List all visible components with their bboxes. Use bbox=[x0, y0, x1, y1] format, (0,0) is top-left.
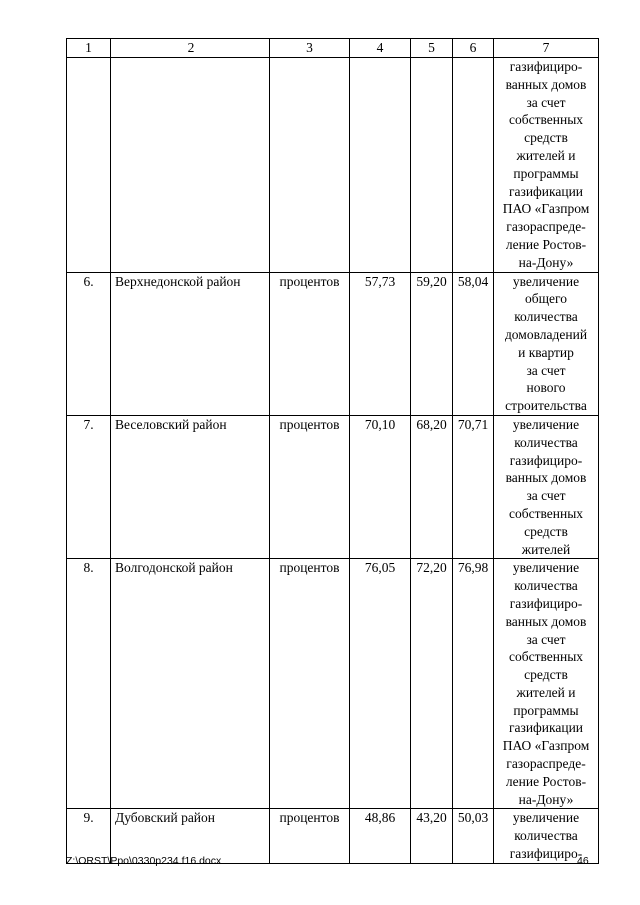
unit-cell: процентов bbox=[270, 415, 350, 558]
district-name: Верхнедонской район bbox=[111, 272, 270, 415]
empty-cell bbox=[270, 58, 350, 273]
note-line: увеличение bbox=[512, 560, 580, 576]
note-cell bbox=[494, 559, 599, 809]
row-number: 8. bbox=[67, 559, 111, 809]
note-cell bbox=[494, 272, 599, 415]
note-line: ление Ростов- bbox=[505, 773, 587, 789]
header-cell: 7 bbox=[494, 39, 599, 58]
note-line: за счет bbox=[526, 488, 566, 504]
note-line: общего bbox=[525, 291, 567, 307]
note-line: количества bbox=[514, 434, 578, 450]
empty-cell bbox=[411, 58, 453, 273]
note-line: ванных домов bbox=[505, 613, 587, 629]
value-cell: 43,20 bbox=[411, 809, 453, 863]
note-line: средств bbox=[524, 523, 568, 539]
header-cell: 6 bbox=[453, 39, 494, 58]
note-line: собственных bbox=[508, 112, 584, 128]
note-line: жителей и bbox=[516, 684, 576, 700]
note-line: ванных домов bbox=[505, 76, 587, 92]
value-cell: 68,20 bbox=[411, 415, 453, 558]
note-line: за счет bbox=[526, 631, 566, 647]
value-cell: 50,03 bbox=[453, 809, 494, 863]
value-cell: 72,20 bbox=[411, 559, 453, 809]
value-cell: 70,10 bbox=[350, 415, 411, 558]
note-line: жителей bbox=[521, 541, 571, 557]
note-line: газифициро- bbox=[509, 452, 583, 468]
page-number: 46 bbox=[577, 855, 589, 867]
header-cell: 3 bbox=[270, 39, 350, 58]
header-row bbox=[67, 39, 599, 58]
note-line: газификации bbox=[508, 183, 584, 199]
note-line: жителей и bbox=[516, 147, 576, 163]
row-number: 6. bbox=[67, 272, 111, 415]
table-row bbox=[67, 559, 599, 809]
note-line: ПАО «Газпром bbox=[502, 201, 590, 217]
district-name: Веселовский район bbox=[111, 415, 270, 558]
note-line: ление Ростов- bbox=[505, 236, 587, 252]
note-line: увеличение bbox=[512, 416, 580, 432]
note-line: нового bbox=[526, 380, 566, 396]
district-name: Дубовский район bbox=[111, 809, 270, 863]
value-cell: 76,05 bbox=[350, 559, 411, 809]
value-cell: 58,04 bbox=[453, 272, 494, 415]
continuation-row bbox=[67, 58, 599, 273]
note-line: газораспреде- bbox=[506, 219, 586, 235]
note-line: увеличение bbox=[512, 810, 580, 826]
note-line: увеличение bbox=[512, 273, 580, 289]
note-line: строительства bbox=[505, 398, 587, 414]
header-cell: 1 bbox=[67, 39, 111, 58]
district-name: Волгодонской район bbox=[111, 559, 270, 809]
unit-cell: процентов bbox=[270, 809, 350, 863]
note-line: количества bbox=[514, 578, 578, 594]
header-cell: 5 bbox=[411, 39, 453, 58]
note-line: средств bbox=[524, 130, 568, 146]
table-row bbox=[67, 272, 599, 415]
note-line: на-Дону» bbox=[518, 254, 574, 270]
unit-cell: процентов bbox=[270, 559, 350, 809]
header-cell: 2 bbox=[111, 39, 270, 58]
row-number: 7. bbox=[67, 415, 111, 558]
note-line: газифициро- bbox=[509, 59, 583, 74]
note-line: собственных bbox=[508, 505, 584, 521]
note-cell bbox=[494, 415, 599, 558]
empty-cell bbox=[453, 58, 494, 273]
note-line: за счет bbox=[526, 362, 566, 378]
footer-file-path: Z:\ORST\Ppo\0330p234.f16.docx bbox=[66, 855, 222, 867]
unit-cell: процентов bbox=[270, 272, 350, 415]
value-cell: 70,71 bbox=[453, 415, 494, 558]
table-row bbox=[67, 415, 599, 558]
note-line: средств bbox=[524, 667, 568, 683]
row-number: 9. bbox=[67, 809, 111, 863]
note-line: газораспреде- bbox=[506, 756, 586, 772]
value-cell: 76,98 bbox=[453, 559, 494, 809]
header-cell: 4 bbox=[350, 39, 411, 58]
note-line: газифициро- bbox=[509, 595, 583, 611]
note-line: газифициро- bbox=[509, 846, 583, 862]
note-line: количества bbox=[514, 309, 578, 325]
note-line: и квартир bbox=[518, 344, 574, 360]
note-line: газификации bbox=[508, 720, 584, 736]
note-line: ванных домов bbox=[505, 470, 587, 486]
note-line: собственных bbox=[508, 649, 584, 665]
note-line: программы bbox=[513, 165, 579, 181]
value-cell: 59,20 bbox=[411, 272, 453, 415]
empty-cell bbox=[350, 58, 411, 273]
note-cell bbox=[494, 58, 599, 273]
empty-cell bbox=[67, 58, 111, 273]
data-table bbox=[66, 38, 599, 864]
note-line: на-Дону» bbox=[518, 791, 574, 807]
note-line: количества bbox=[514, 828, 578, 844]
note-line: ПАО «Газпром bbox=[502, 738, 590, 754]
note-line: за счет bbox=[526, 94, 566, 110]
note-line: программы bbox=[513, 702, 579, 718]
value-cell: 48,86 bbox=[350, 809, 411, 863]
note-line: домовладений bbox=[504, 326, 588, 342]
empty-cell bbox=[111, 58, 270, 273]
value-cell: 57,73 bbox=[350, 272, 411, 415]
